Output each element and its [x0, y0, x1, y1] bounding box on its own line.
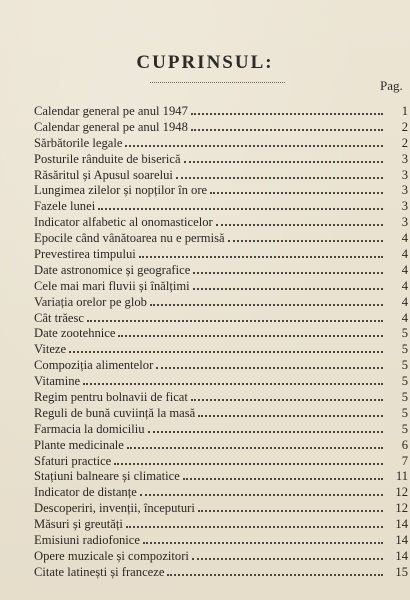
dot-leader	[150, 295, 383, 306]
toc-entry	[34, 263, 410, 279]
toc-entry-label: Indicator alfabetic al onomasticelor	[34, 215, 213, 230]
toc-entry-page: 12	[395, 501, 408, 516]
toc-entry-page: 14	[395, 548, 408, 563]
toc-entry	[34, 279, 410, 295]
toc-entry-page: 5	[401, 374, 408, 389]
page-column-heading: Pag.	[380, 78, 403, 93]
toc-entry	[34, 152, 410, 168]
toc-entry-page: 4	[401, 262, 408, 277]
dot-leader	[193, 263, 383, 274]
toc-entry	[34, 168, 410, 184]
toc-entry-page: 2	[401, 135, 408, 150]
dot-leader	[125, 136, 383, 147]
toc-entry-label: Emisiuni radiofonice	[34, 533, 140, 548]
toc-entry-label: Cât trăesc	[34, 310, 84, 325]
toc-entry	[34, 422, 410, 438]
toc-entry-label: Date zootehnice	[34, 326, 116, 341]
toc-entry	[34, 120, 410, 136]
toc-entry-page: 4	[401, 310, 408, 325]
dot-leader	[176, 168, 383, 179]
dot-leader	[198, 406, 383, 417]
dot-leader	[193, 279, 383, 290]
toc-entry-page: 4	[401, 247, 408, 262]
toc-entry-label: Calendar general pe anul 1948	[34, 119, 188, 134]
dot-leader	[98, 199, 383, 210]
dot-leader	[69, 342, 383, 353]
dot-leader	[156, 358, 383, 369]
toc-entry-label: Fazele lunei	[34, 199, 96, 214]
dot-leader	[118, 326, 383, 337]
dot-leader	[140, 485, 383, 496]
toc-entry	[34, 136, 410, 152]
toc-entry-label: Viteze	[34, 342, 67, 357]
toc-entry-page: 7	[401, 453, 408, 468]
toc-entry-label: Citate latinești și franceze	[34, 564, 165, 579]
dot-leader	[139, 247, 383, 258]
dot-leader	[167, 565, 383, 576]
toc-entry	[34, 565, 410, 581]
toc-entry-label: Măsuri și greutăți	[34, 517, 123, 532]
toc-entry-page: 11	[395, 469, 408, 484]
toc-entry	[34, 390, 410, 406]
toc-entry	[34, 469, 410, 485]
toc-entry-page: 3	[401, 183, 408, 198]
dot-leader	[198, 501, 383, 512]
toc-entry-label: Cele mai mari fluvii și înălțimi	[34, 278, 190, 293]
dot-leader	[126, 517, 383, 528]
toc-entry-page: 4	[401, 231, 408, 246]
dot-leader	[183, 469, 383, 480]
dot-leader	[114, 454, 383, 465]
toc-entry-label: Indicator de distanțe	[34, 485, 137, 500]
toc-entry	[34, 406, 410, 422]
toc-entry	[34, 501, 410, 517]
dot-leader	[191, 104, 383, 115]
toc-entry	[34, 485, 410, 501]
toc-entry-page: 5	[401, 405, 408, 420]
toc-entry	[34, 342, 410, 358]
toc-entry	[34, 549, 410, 565]
toc-entry	[34, 183, 410, 199]
toc-entry	[34, 247, 410, 263]
toc-entry-page: 5	[401, 358, 408, 373]
toc-entry-label: Variația orelor pe glob	[34, 294, 147, 309]
toc-entry	[34, 438, 410, 454]
toc-entry-page: 5	[401, 421, 408, 436]
toc-entry-label: Posturile rânduite de biserică	[34, 151, 181, 166]
toc-entry-page: 3	[401, 215, 408, 230]
toc-entry-label: Lungimea zilelor și nopților în ore	[34, 183, 208, 198]
toc-entry	[34, 326, 410, 342]
toc-entry-page: 5	[401, 342, 408, 357]
toc-entry	[34, 358, 410, 374]
toc-entry-label: Date astronomice și geografice	[34, 262, 191, 277]
toc-entry-page: 15	[395, 564, 408, 579]
toc-entry-page: 3	[401, 151, 408, 166]
toc-entry-page: 12	[395, 485, 408, 500]
dot-leader	[216, 215, 383, 226]
toc-entry-label: Opere muzicale și compozitori	[34, 548, 189, 563]
toc-entry	[34, 454, 410, 470]
toc-entry-label: Regim pentru bolnavii de ficat	[34, 390, 188, 405]
toc-entry	[34, 295, 410, 311]
toc-entry-page: 5	[401, 326, 408, 341]
toc-entry-page: 4	[401, 278, 408, 293]
toc-entry-label: Compoziția alimentelor	[34, 358, 154, 373]
toc-entry-page: 1	[401, 104, 408, 118]
dot-leader	[210, 183, 383, 194]
table-of-contents	[34, 104, 410, 581]
dot-leader	[192, 549, 383, 560]
toc-entry-label: Vitamine	[34, 374, 81, 389]
dot-leader	[87, 311, 383, 322]
toc-entry	[34, 231, 410, 247]
dot-leader	[83, 374, 383, 385]
toc-entry-label: Plante medicinale	[34, 437, 124, 452]
dot-leader	[228, 231, 383, 242]
dot-leader	[191, 390, 383, 401]
toc-entry	[34, 311, 410, 327]
toc-entry	[34, 199, 410, 215]
dot-leader	[184, 152, 383, 163]
toc-entry-label: Reguli de bună cuviință la masă	[34, 405, 196, 420]
toc-entry-page: 3	[401, 199, 408, 214]
page-title: CUPRINSUL:	[136, 52, 274, 73]
toc-entry-label: Răsăritul și Apusul soarelui	[34, 167, 173, 182]
title-underline	[150, 82, 285, 85]
toc-entry-label: Calendar general pe anul 1947	[34, 104, 188, 118]
dot-leader	[143, 533, 383, 544]
toc-entry	[34, 215, 410, 231]
toc-entry-page: 14	[395, 533, 408, 548]
toc-entry-page: 4	[401, 294, 408, 309]
toc-entry-page: 2	[401, 119, 408, 134]
toc-entry-label: Prevestirea timpului	[34, 247, 136, 262]
toc-entry-label: Epocile când vânătoarea nu e permisă	[34, 231, 225, 246]
toc-entry-label: Stațiuni balneare și climatice	[34, 469, 180, 484]
toc-entry-label: Farmacia la domiciliu	[34, 421, 145, 436]
toc-entry-page: 3	[401, 167, 408, 182]
toc-entry	[34, 517, 410, 533]
dot-leader	[191, 120, 383, 131]
toc-entry-label: Sărbătorile legale	[34, 135, 123, 150]
toc-entry-page: 14	[395, 517, 408, 532]
toc-entry	[34, 104, 410, 120]
dot-leader	[127, 438, 383, 449]
toc-entry-label: Sfaturi practice	[34, 453, 112, 468]
dot-leader	[148, 422, 383, 433]
toc-entry-label: Descoperiri, invenții, începuturi	[34, 501, 195, 516]
toc-entry-page: 5	[401, 390, 408, 405]
toc-entry	[34, 533, 410, 549]
toc-entry	[34, 374, 410, 390]
toc-entry-page: 6	[401, 437, 408, 452]
